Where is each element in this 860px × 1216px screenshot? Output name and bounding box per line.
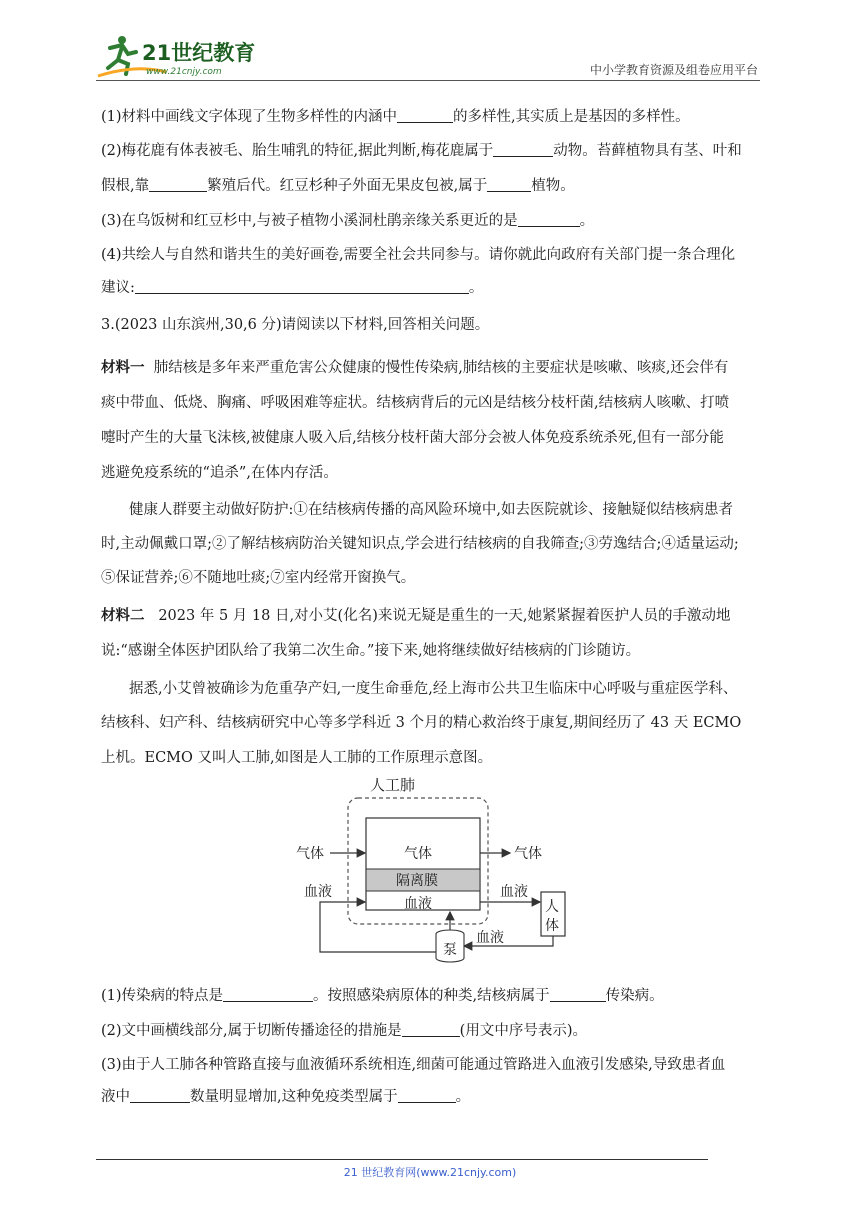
material1-line4: 逃避免疫系统的“追杀”,在体内存活。 bbox=[101, 465, 338, 481]
label-gas-out: 气体 bbox=[514, 846, 542, 862]
material1-p2-line3: ⑤保证营养;⑥不随地吐痰;⑦室内经常开窗换气。 bbox=[101, 570, 416, 586]
answer-blank[interactable] bbox=[398, 1088, 456, 1103]
material2-label: 材料二 bbox=[101, 608, 145, 624]
label-pump: 泵 bbox=[443, 942, 457, 958]
material1-line1: 材料一 肺结核是多年来严重危害公众健康的慢性传染病,肺结核的主要症状是咳嗽、咳痰,还会伴有 bbox=[101, 360, 729, 376]
material1-p2-line2: 时,主动佩戴口罩;②了解结核病防治关键知识点,学会进行结核病的自我筛查;③劳逸结合;④适量运动; bbox=[101, 536, 739, 552]
material2-p2-line1: 据悉,小艾曾被确诊为危重孕产妇,一度生命垂危,经上海市公共卫生临床中心呼吸与重症医学科、 bbox=[129, 681, 738, 697]
q2-sub2-line1: (2)梅花鹿有体表被毛、胎生哺乳的特征,据此判断,梅花鹿属于 动物。苔藓植物具有茎、叶和 bbox=[101, 143, 742, 159]
label-body-2: 体 bbox=[545, 918, 559, 934]
material2-p2-line2: 结核科、妇产科、结核病研究中心等多学科近 3 个月的精心救治终于康复,期间经历了 43 天 ECMO bbox=[101, 715, 742, 731]
q3-sub2: (2)文中画横线部分,属于切断传播途径的措施是 (用文中序号表示)。 bbox=[101, 1023, 587, 1039]
answer-blank[interactable] bbox=[518, 212, 580, 227]
page-header bbox=[96, 34, 760, 80]
q2-sub4-line2: 建议: 。 bbox=[101, 280, 484, 296]
q2-sub3: (3)在乌饭树和红豆杉中,与被子植物小溪洞杜鹃亲缘关系更近的是 。 bbox=[101, 213, 595, 229]
svg-text:21世纪教育: 21世纪教育 bbox=[142, 41, 256, 65]
label-blood-left: 血液 bbox=[304, 884, 332, 900]
material2-line1: 材料二 2023 年 5 月 18 日,对小艾(化名)来说无疑是重生的一天,她紧紧握着医护人员的手激动地 bbox=[101, 608, 731, 624]
answer-blank[interactable] bbox=[487, 177, 531, 192]
q2-sub2-line2: 假根,靠 繁殖后代。红豆杉种子外面无果皮包被,属于 植物。 bbox=[101, 178, 575, 194]
answer-blank[interactable] bbox=[493, 142, 553, 157]
label-gas-inner: 气体 bbox=[404, 846, 432, 862]
svg-text:www.21cnjy.com: www.21cnjy.com bbox=[146, 67, 222, 77]
answer-blank[interactable] bbox=[550, 987, 606, 1002]
footer-divider bbox=[96, 1159, 708, 1160]
label-blood-bottom: 血液 bbox=[476, 930, 504, 946]
header-divider bbox=[96, 80, 760, 81]
material2-line2: 说:“感谢全体医护团队给了我第二次生命。”接下来,她将继续做好结核病的门诊随访。 bbox=[101, 643, 641, 659]
answer-blank[interactable] bbox=[135, 279, 469, 294]
answer-blank[interactable] bbox=[223, 987, 313, 1002]
answer-blank[interactable] bbox=[149, 177, 207, 192]
footer-link[interactable]: 21 世纪教育网(www.21cnjy.com) bbox=[343, 1166, 517, 1179]
q3-sub1: (1)传染病的特点是 。按照感染病原体的种类,结核病属于 传染病。 bbox=[101, 988, 664, 1004]
q3-sub3-line1: (3)由于人工肺各种管路直接与血液循环系统相连,细菌可能通过管路进入血液引发感染,导致患者血 bbox=[101, 1057, 726, 1073]
label-gas-in: 气体 bbox=[296, 846, 324, 862]
material1-line2: 痰中带血、低烧、胸痛、呼吸困难等症状。结核病背后的元凶是结核分枝杆菌,结核病人咳嗽、打喷 bbox=[101, 395, 730, 411]
answer-blank[interactable] bbox=[397, 108, 453, 123]
diagram-title: 人工肺 bbox=[370, 776, 416, 794]
label-membrane: 隔离膜 bbox=[396, 873, 438, 889]
material2-p2-line3: 上机。ECMO 又叫人工肺,如图是人工肺的工作原理示意图。 bbox=[101, 750, 493, 766]
q3-title: 3.(2023 山东滨州,30,6 分)请阅读以下材料,回答相关问题。 bbox=[101, 317, 490, 333]
platform-name: 中小学教育资源及组卷应用平台 bbox=[589, 63, 758, 77]
label-body-1: 人 bbox=[545, 899, 559, 915]
q3-sub3-line2: 液中 数量明显增加,这种免疫类型属于 。 bbox=[101, 1089, 471, 1105]
answer-blank[interactable] bbox=[402, 1022, 460, 1037]
q2-sub1: (1)材料中画线文字体现了生物多样性的内涵中 的多样性,其实质上是基因的多样性。 bbox=[101, 109, 690, 125]
label-blood-inner: 血液 bbox=[404, 896, 432, 912]
answer-blank[interactable] bbox=[130, 1088, 190, 1103]
q2-sub4-line1: (4)共绘人与自然和谐共生的美好画卷,需要全社会共同参与。请你就此向政府有关部门提一条合理化 bbox=[101, 247, 736, 263]
material1-label: 材料一 bbox=[101, 360, 145, 376]
material1-line3: 嚏时产生的大量飞沫核,被健康人吸入后,结核分枝杆菌大部分会被人体免疫系统杀死,但有一部分能 bbox=[101, 430, 724, 446]
label-blood-right: 血液 bbox=[500, 884, 528, 900]
ecmo-diagram bbox=[296, 774, 566, 974]
site-logo bbox=[96, 34, 266, 80]
material1-p2-line1: 健康人群要主动做好防护:①在结核病传播的高风险环境中,如去医院就诊、接触疑似结核病患者 bbox=[129, 502, 733, 518]
